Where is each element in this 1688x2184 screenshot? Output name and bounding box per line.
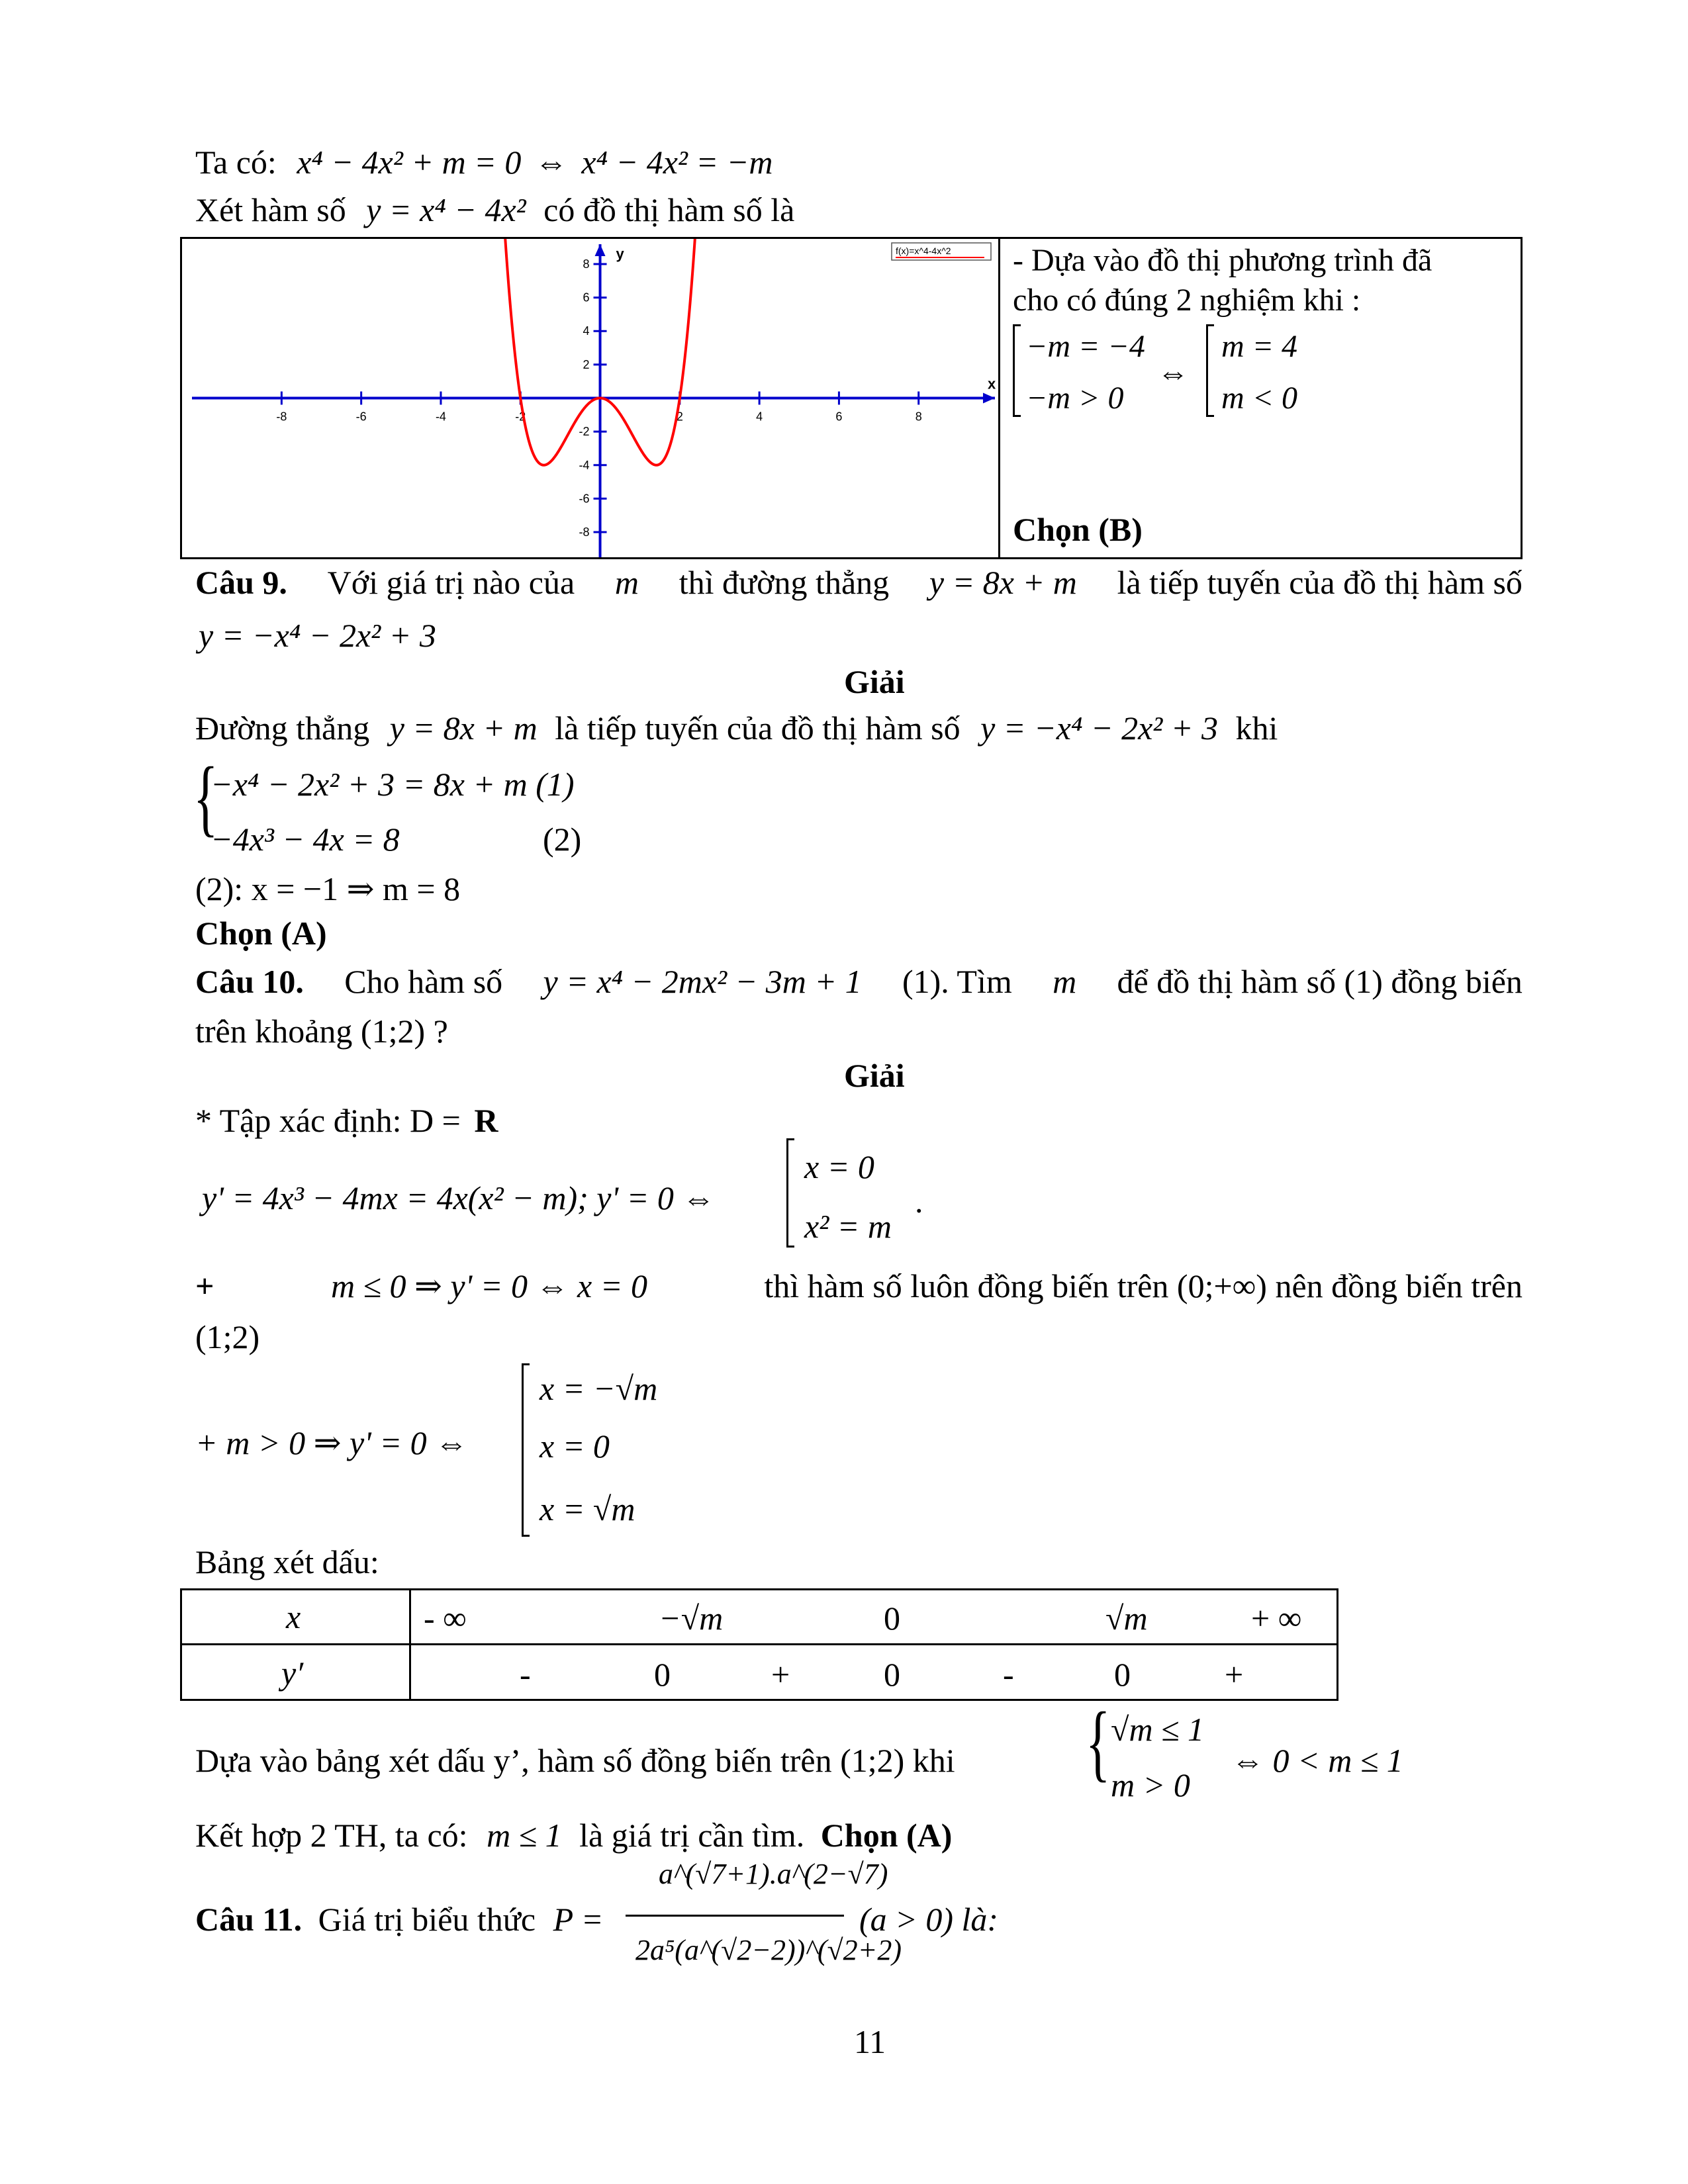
ta-co-eq-right: x⁴ − 4x² = −m — [581, 144, 773, 181]
case-bracket-1 — [1013, 324, 1021, 417]
q10-label: Câu 10. — [195, 963, 304, 1000]
sign-x-neg-inf: - ∞ — [424, 1600, 467, 1637]
q9-sol-line — [195, 711, 1278, 745]
y-tick-label: -6 — [579, 492, 590, 506]
q10-table-title: Bảng xét dấu: — [195, 1543, 379, 1580]
case1-a: −m = −4 — [1026, 329, 1145, 364]
sign-y-2: 0 — [654, 1656, 671, 1693]
sign-y-3: + — [771, 1656, 790, 1693]
sign-y-5: - — [1003, 1656, 1014, 1693]
q10-concl-result: ⇔ 0 < m ≤ 1 — [1231, 1742, 1403, 1779]
q10-domain-prefix: * Tập xác định: D = — [195, 1102, 461, 1139]
sign-y-1: - — [520, 1656, 531, 1693]
q9-sol-mid: là tiếp tuyến của đồ thị hàm số — [555, 709, 961, 747]
q10-concl-s1: √m ≤ 1 — [1111, 1711, 1204, 1748]
x-tick-label: -2 — [515, 410, 526, 424]
x-tick-label: 6 — [835, 410, 843, 424]
x-tick-label: -8 — [276, 410, 287, 424]
graph-note-2: cho có đúng 2 nghiệm khi : — [1013, 283, 1361, 318]
q10-case1-plus: + — [195, 1267, 214, 1304]
case2-b: m < 0 — [1221, 381, 1298, 416]
page-number: 11 — [854, 2023, 886, 2060]
y-tick-label: -2 — [579, 425, 590, 439]
q9-sys-2-tag: (2) — [543, 821, 582, 858]
q9-m: m — [614, 564, 639, 601]
q10-final-eq: m ≤ 1 — [487, 1817, 562, 1854]
intro-line-2 — [195, 193, 794, 226]
q10-text-4: trên khoảng (1;2) ? — [195, 1013, 448, 1050]
y-axis-arrow — [595, 244, 606, 256]
q9-text-1: Với giá trị nào của — [327, 564, 575, 601]
q9-sol-prefix: Đường thẳng — [195, 709, 370, 747]
sign-y-6: 0 — [1114, 1656, 1131, 1693]
q11-denominator: 2a⁵(a^(√2−2))^(√2+2) — [635, 1934, 902, 1966]
y-tick-label: 4 — [583, 324, 590, 338]
q10-line-1 — [195, 965, 1523, 998]
q10-deriv-bracket — [786, 1138, 794, 1248]
sign-table-x-label: x — [286, 1598, 301, 1635]
q10-concl-text: Dựa vào bảng xét dấu y’, hàm số đồng biến trên (1;2) khi — [195, 1742, 955, 1779]
q9-sol-func: y = −x⁴ − 2x² + 3 — [980, 709, 1218, 747]
q9-label: Câu 9. — [195, 564, 287, 601]
q9-func-eq: y = −x⁴ − 2x² + 3 — [199, 617, 436, 654]
graph-choose: Chọn (B) — [1013, 511, 1143, 548]
y-tick-label: 8 — [583, 257, 590, 271]
q9-choose: Chọn (A) — [195, 915, 327, 952]
q10-case1-cond: m ≤ 0 ⇒ y' = 0 ⇔ x = 0 — [330, 1267, 647, 1304]
q10-case1-line — [195, 1269, 1523, 1302]
xet-eq: y = x⁴ − 4x² — [366, 191, 526, 228]
q10-final-prefix: Kết hợp 2 TH, ta có: — [195, 1817, 468, 1854]
x-axis-label: x — [988, 375, 996, 392]
q11-numerator: a^(√7+1).a^(2−√7) — [659, 1858, 888, 1890]
q9-sys-2: −4x³ − 4x = 8 — [211, 821, 400, 858]
ta-co-eq-left: x⁴ − 4x² + m = 0 — [297, 144, 522, 181]
q10-final-choose: Chọn (A) — [820, 1817, 953, 1854]
q11-cond: (a > 0) là: — [859, 1901, 999, 1938]
q10-text-2: (1). Tìm — [902, 963, 1012, 1000]
xet-suffix: có đồ thị hàm số là — [543, 191, 795, 228]
function-graph — [182, 239, 998, 557]
q9-sys-1: −x⁴ − 2x² + 3 = 8x + m (1) — [211, 766, 575, 803]
graph-legend — [892, 243, 991, 260]
q10-text-3: để đồ thị hàm số (1) đồng biến — [1117, 963, 1523, 1000]
q10-deriv-c1: x = 0 — [804, 1148, 874, 1185]
y-tick-label: -4 — [579, 458, 590, 472]
graph-box-divider — [998, 237, 1000, 559]
q9-system-brace: { — [193, 750, 218, 845]
y-tick-label: 6 — [583, 291, 590, 304]
q11-fraction-bar — [626, 1915, 844, 1917]
q10-case2-r2: x = 0 — [539, 1428, 610, 1465]
q10-m: m — [1053, 963, 1077, 1000]
q9-giai: Giải — [844, 663, 905, 700]
q10-final-mid: là giá trị cần tìm. — [579, 1817, 805, 1854]
q10-final — [195, 1819, 952, 1852]
ta-co-label: Ta có: — [195, 144, 277, 181]
x-tick-label: 2 — [676, 410, 683, 424]
x-tick-label: -6 — [355, 410, 367, 424]
q11-line — [195, 1903, 603, 1936]
q10-case1-text2: (1;2) — [195, 1318, 260, 1355]
sign-table-row-divider — [180, 1643, 1338, 1645]
case2-a: m = 4 — [1221, 329, 1298, 364]
y-axis-label: y — [616, 246, 624, 262]
iff-symbol: ⇔ — [534, 144, 568, 181]
x-axis-arrow — [983, 393, 995, 404]
q10-concl-brace: { — [1086, 1695, 1111, 1790]
q9-line-eq: y = 8x + m — [929, 564, 1077, 601]
graph-note-1: - Dựa vào đồ thị phương trình đã — [1013, 243, 1432, 278]
q10-case2-r1: x = −√m — [539, 1370, 658, 1407]
case-bracket-2 — [1206, 324, 1214, 417]
q10-case2-r3: x = √m — [539, 1490, 635, 1527]
sign-y-7: + — [1225, 1656, 1244, 1693]
q10-deriv: y' = 4x³ − 4mx = 4x(x² − m); y' = 0 ⇔ — [202, 1179, 716, 1216]
q10-case2-lead: + m > 0 ⇒ y' = 0 ⇔ — [195, 1424, 469, 1461]
q10-func-eq: y = x⁴ − 2mx² − 3m + 1 — [543, 963, 862, 1000]
sign-y-4: 0 — [884, 1656, 900, 1693]
q10-text-1: Cho hàm số — [344, 963, 503, 1000]
q11-label: Câu 11. — [195, 1901, 303, 1938]
x-tick-label: 8 — [915, 410, 922, 424]
q9-line-1 — [195, 566, 1523, 599]
y-tick-label: -8 — [579, 525, 590, 539]
q10-domain — [195, 1104, 498, 1137]
x-tick-label: 4 — [756, 410, 763, 424]
q9-result: (2): x = −1 ⇒ m = 8 — [195, 870, 461, 907]
y-tick-label: 2 — [583, 357, 590, 371]
intro-line-1 — [195, 146, 773, 179]
x-tick-label: -4 — [435, 410, 446, 424]
sign-x-zero: 0 — [884, 1600, 900, 1637]
q11-text: Giá trị biểu thức — [318, 1901, 536, 1938]
case1-b: −m > 0 — [1026, 381, 1124, 416]
q10-case2-bracket — [522, 1363, 530, 1537]
case-iff: ⇔ — [1157, 355, 1189, 390]
q10-giai: Giải — [844, 1057, 905, 1094]
q10-concl-s2: m > 0 — [1111, 1766, 1190, 1803]
q9-text-2: thì đường thẳng — [679, 564, 890, 601]
q9-sol-suffix: khi — [1235, 709, 1278, 747]
q10-deriv-dot: . — [915, 1183, 923, 1220]
xet-prefix: Xét hàm số — [195, 191, 346, 228]
q9-sol-line-eq: y = 8x + m — [389, 709, 538, 747]
sign-x-neg-sqrt: −√m — [659, 1600, 724, 1637]
sign-x-pos-sqrt: √m — [1105, 1600, 1148, 1637]
q10-deriv-c2: x² = m — [804, 1208, 892, 1245]
q10-case1-text: thì hàm số luôn đồng biến trên (0;+∞) nên đồng biến trên — [764, 1267, 1523, 1304]
sign-x-pos-inf: + ∞ — [1251, 1600, 1302, 1637]
q10-domain-R: R — [474, 1102, 498, 1139]
legend-label: f(x)=x^4-4x^2 — [896, 246, 951, 256]
q9-text-3: là tiếp tuyến của đồ thị hàm số — [1117, 564, 1523, 601]
sign-table-y-label: y′ — [281, 1655, 304, 1692]
q11-P: P = — [553, 1901, 604, 1938]
